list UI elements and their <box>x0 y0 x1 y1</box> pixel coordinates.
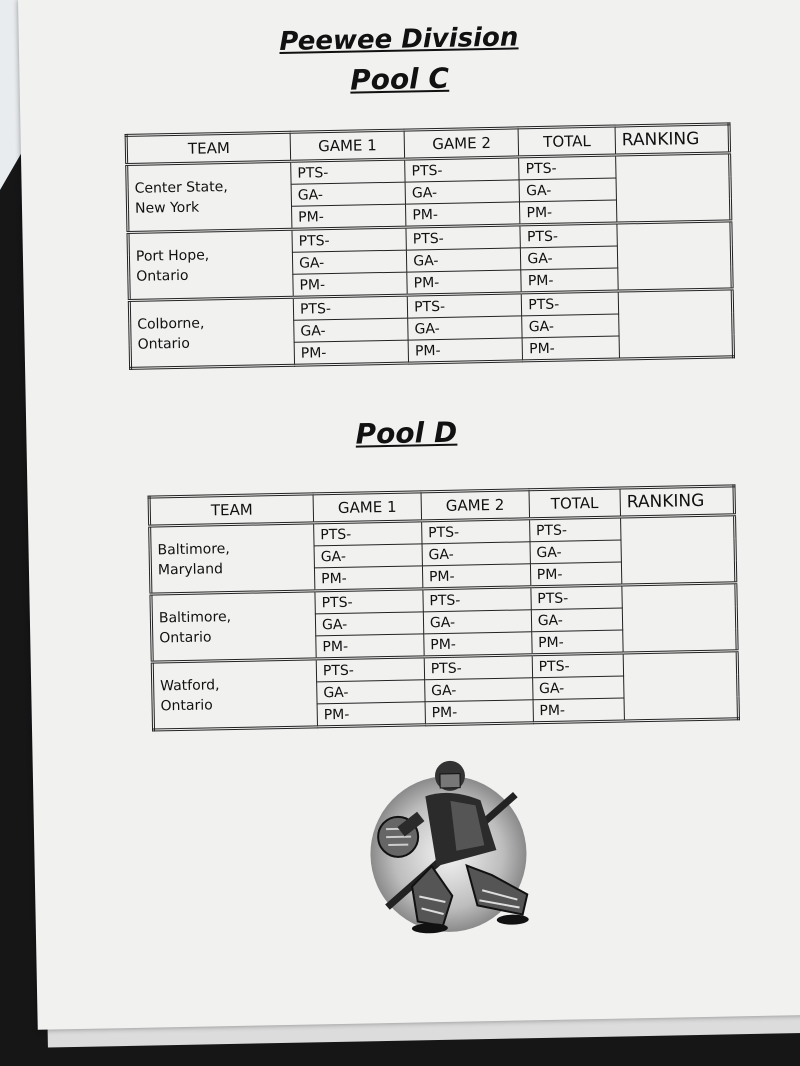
stat-cell: PM- <box>521 268 618 293</box>
stat-cell: PM- <box>317 702 425 727</box>
stat-cell: PM- <box>425 700 533 725</box>
stat-cell: PM- <box>406 202 521 227</box>
pool-c-title: Pool C <box>349 61 450 97</box>
ranking-cell <box>618 289 733 359</box>
stat-cell: PM- <box>533 698 625 723</box>
stat-cell: GA- <box>530 540 622 564</box>
stat-cell: PM- <box>530 562 622 587</box>
team-name-line: Baltimore, <box>158 608 232 626</box>
stat-cell: PTS- <box>529 517 621 542</box>
stat-cell: GA- <box>292 250 407 274</box>
stat-cell: PM- <box>408 338 523 363</box>
team-name-line: Port Hope, <box>135 246 210 265</box>
pool-d-table <box>148 484 740 731</box>
pool-c-table <box>125 122 735 370</box>
ranking-cell <box>617 221 732 291</box>
header-game-1: GAME 1 <box>290 130 405 161</box>
stat-cell: PTS- <box>315 589 423 614</box>
stat-cell: GA- <box>532 676 624 700</box>
header-game-2: GAME 2 <box>421 490 529 521</box>
stat-cell: PM- <box>531 630 623 655</box>
hockey-goalie-icon <box>355 754 539 942</box>
header-game-2: GAME 2 <box>404 128 519 159</box>
header-team: TEAM <box>126 132 291 164</box>
stat-cell: PTS- <box>406 225 521 250</box>
team-name-line: Center State, <box>134 178 228 197</box>
stat-cell: GA- <box>423 610 531 634</box>
team-name-line: Baltimore, <box>157 540 230 558</box>
stat-cell: GA- <box>531 608 623 632</box>
team-location-line: Maryland <box>157 560 224 578</box>
team-location-line: Ontario <box>159 628 212 646</box>
ranking-cell <box>621 515 736 585</box>
stat-cell: GA- <box>408 316 523 340</box>
team-name-cell <box>129 297 294 368</box>
stat-cell: PTS- <box>293 295 408 320</box>
team-location-line: Ontario <box>137 335 190 353</box>
document-page <box>18 0 800 1030</box>
ranking-cell <box>623 651 738 721</box>
stat-cell: PM- <box>407 270 522 295</box>
stat-cell: PTS- <box>520 223 617 248</box>
stat-cell: PTS- <box>531 585 623 610</box>
team-location-line: Ontario <box>160 696 213 714</box>
stat-cell: PTS- <box>292 227 407 252</box>
pool-d-title: Pool D <box>355 415 458 451</box>
header-game-1: GAME 1 <box>313 492 421 523</box>
team-name-line: Colborne, <box>137 314 205 333</box>
team-name-cell <box>150 523 315 594</box>
stat-cell: PM- <box>520 200 617 225</box>
stat-cell: PTS- <box>532 653 624 678</box>
stat-cell: GA- <box>407 248 522 272</box>
stat-cell: GA- <box>424 678 532 702</box>
stat-cell: GA- <box>522 314 619 338</box>
stat-cell: PM- <box>293 272 408 297</box>
team-name-cell <box>152 659 317 730</box>
header-team: TEAM <box>149 494 314 526</box>
stat-cell: GA- <box>405 180 520 204</box>
team-name-cell <box>151 591 316 662</box>
header-total: TOTAL <box>518 126 615 157</box>
stat-cell: PTS- <box>405 157 520 182</box>
stat-cell: PTS- <box>316 657 424 682</box>
stat-cell: GA- <box>315 612 423 636</box>
stat-cell: PTS- <box>519 155 616 180</box>
stat-cell: GA- <box>521 246 618 270</box>
stat-cell: PM- <box>316 634 424 659</box>
stat-cell: PTS- <box>314 521 422 546</box>
stat-cell: GA- <box>422 542 530 566</box>
team-name-cell <box>127 161 292 232</box>
stat-cell: PTS- <box>424 655 532 680</box>
stat-cell: GA- <box>317 680 425 704</box>
stat-cell: PM- <box>522 336 619 361</box>
stat-cell: GA- <box>294 318 409 342</box>
stat-cell: PTS- <box>291 159 406 184</box>
stat-cell: GA- <box>519 178 616 202</box>
stat-cell: PTS- <box>407 293 522 318</box>
stat-cell: PTS- <box>522 291 619 316</box>
division-title: Peewee Division <box>279 22 519 57</box>
team-name-cell <box>128 229 293 300</box>
team-location-line: Ontario <box>136 267 189 285</box>
ranking-cell <box>616 153 731 223</box>
ranking-cell <box>622 583 737 653</box>
stat-cell: PTS- <box>421 519 529 544</box>
stat-cell: PM- <box>424 632 532 657</box>
team-location-line: New York <box>134 199 200 217</box>
header-ranking: RANKING <box>615 124 730 155</box>
stat-cell: PM- <box>314 566 422 591</box>
stat-cell: GA- <box>314 544 422 568</box>
stat-cell: PTS- <box>423 587 531 612</box>
stat-cell: PM- <box>294 340 409 365</box>
stat-cell: PM- <box>292 204 407 229</box>
stat-cell: GA- <box>291 182 406 206</box>
stat-cell: PM- <box>422 564 530 589</box>
header-ranking: RANKING <box>620 486 735 517</box>
header-total: TOTAL <box>529 488 621 519</box>
team-name-line: Watford, <box>160 676 220 694</box>
